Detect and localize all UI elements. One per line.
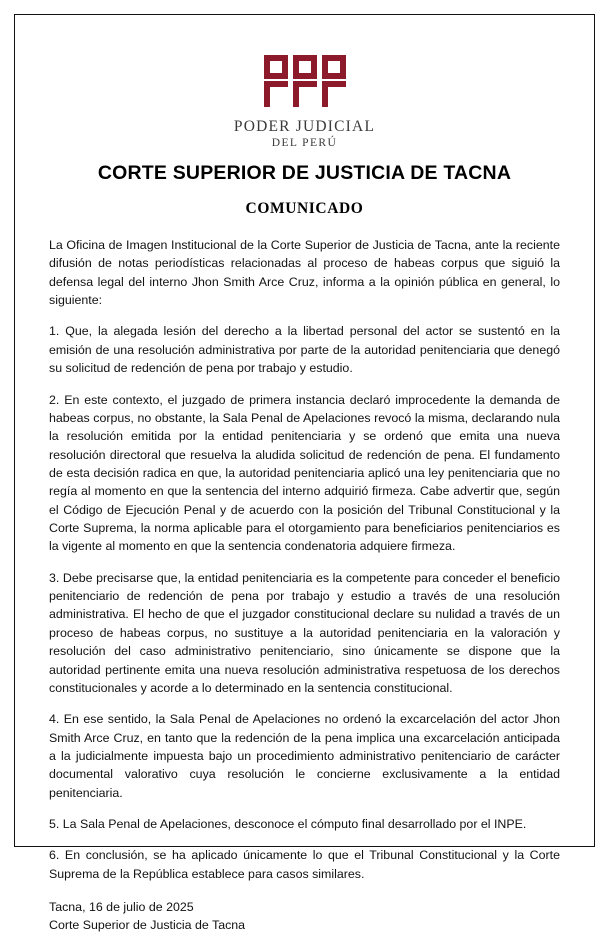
poder-judicial-emblem-icon [262, 53, 348, 109]
document-border-frame [14, 14, 595, 933]
paragraph-1: 1. Que, la alegada lesión del derecho a la libertad personal del actor se sustentó en la emisión de una resolución administrativa por parte de la autoridad penitenciaria que denegó su solicitud de redención de pena por trabajo y estudio. [49, 324, 560, 376]
paragraph-intro: La Oficina de Imagen Institucional de la Corte Superior de Justicia de Tacna, ante la reciente difusión de notas periodísticas relacionadas al proceso de habeas corpus que siguió la defensa legal del interno Jhon Smith Arce Cruz, informa a la opinión pública en general, lo siguiente: [49, 238, 560, 308]
institution-name [234, 118, 375, 149]
paragraph-4: 4. En ese sentido, la Sala Penal de Apelaciones no ordenó la excarcelación del actor Jhon Smith Arce Cruz, en tanto que la redención de la pena implica una excarcelación anticipada a la judicialmente impuesta bajo un procedimiento administrativo penitenciario de carácter documental valorativo cuya resolución le concierne exclusivamente a la entidad penitenciaria. [49, 712, 560, 800]
paragraph-3: 3. Debe precisarse que, la entidad penitenciaria es la competente para conceder el beneficio penitenciario de redención de pena por trabajo y estudio a través de una resolución administrativa. El hecho de que el juzgador constitucional declare su nulidad a través de un proceso de habeas corpus, no sustituye a la autoridad penitenciaria en la valoración y resolución del caso administrativo penitenciario, sino únicamente se dispone que la autoridad pertinente emita una nueva resolución administrativa respetuosa de los derechos constitucionales y acorde a lo determinado en la sentencia constitucional. [49, 570, 560, 695]
document-body [49, 236, 560, 883]
institution-name-line2: DEL PERÚ [271, 137, 338, 149]
paragraph-5: 5. La Sala Penal de Apelaciones, desconoce el cómputo final desarrollado por el INPE. [49, 817, 527, 832]
signoff-institution: Corte Superior de Justicia de Tacna [49, 918, 246, 933]
signoff-place-date: Tacna, 16 de julio de 2025 [49, 900, 194, 915]
document-kind-heading: COMUNICADO [245, 200, 364, 217]
paragraph-2: 2. En este contexto, el juzgado de primera instancia declaró improcedente la demanda de habeas corpus, no obstante, la Sala Penal de Apelaciones revocó la misma, declarando nula la resolución emitida por la entidad penitenciaria y se ordenó que emita una nueva resolución directoral que resuelva la aludida solicitud de redención de pena. El fundamento de esta decisión radica en que, la autoridad penitenciaria aplicó una ley penitenciaria que no regía al momento en que la sentencia del interno adquirió firmeza. Cabe advertir que, según el Código de Ejecución Penal y de acuerdo con la posición del Tribunal Constitucional y la Corte Suprema, la norma aplicable para el otorgamiento para beneficiarios penitenciarios es la vigente al momento en que la sentencia condenatoria adquiere firmeza. [49, 392, 560, 554]
institution-name-line1: PODER JUDICIAL [233, 118, 376, 135]
institution-logo-block [49, 53, 560, 149]
document-signoff [49, 899, 560, 935]
page-title: CORTE SUPERIOR DE JUSTICIA DE TACNA [97, 162, 512, 184]
paragraph-6: 6. En conclusión, se ha aplicado únicamente lo que el Tribunal Constitucional y la Corte Suprema de la República establece para casos similares. [49, 848, 560, 881]
